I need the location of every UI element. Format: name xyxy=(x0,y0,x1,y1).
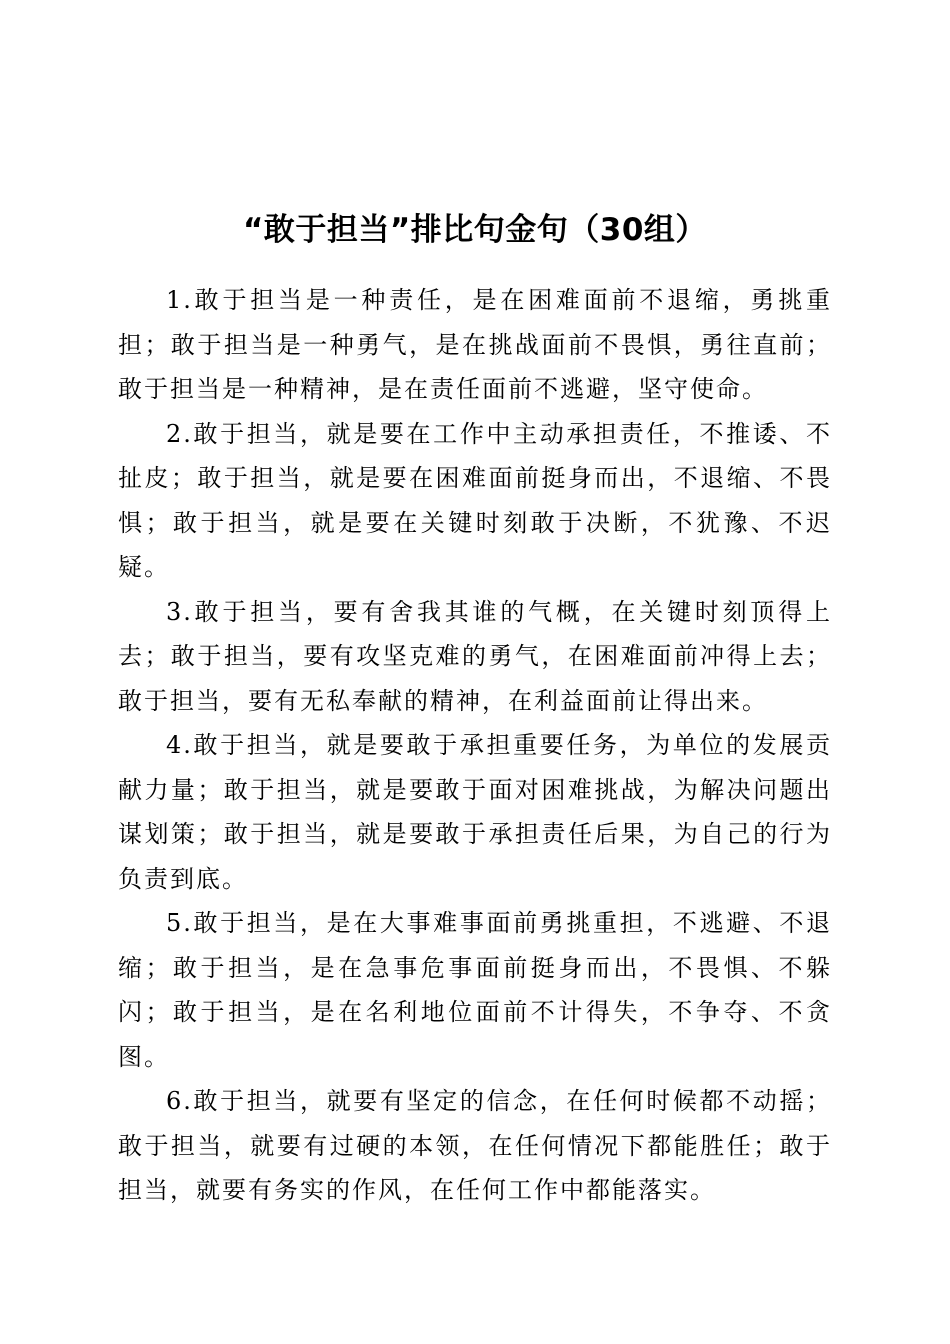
paragraph-3: 3.敢于担当，要有舍我其谁的气概，在关键时刻顶得上去；敢于担当，要有攻坚克难的勇气，在困难面前冲得上去；敢于担当，要有无私奉献的精神，在利益面前让得出来。 xyxy=(118,597,832,715)
paragraph-2: 2.敢于担当，就是要在工作中主动承担责任，不推诿、不扯皮；敢于担当，就是要在困难面前挺身而出，不退缩、不畏惧；敢于担当，就是要在关键时刻敢于决断，不犹豫、不迟疑。 xyxy=(118,419,832,581)
paragraph-6: 6.敢于担当，就要有坚定的信念，在任何时候都不动摇；敢于担当，就要有过硬的本领，在任何情况下都能胜任；敢于担当，就要有务实的作风，在任何工作中都能落实。 xyxy=(118,1087,832,1204)
document-body xyxy=(118,278,832,1213)
document-title: “敢于担当”排比句金句（30组） xyxy=(243,212,707,248)
paragraph-4: 4.敢于担当，就是要敢于承担重要任务，为单位的发展贡献力量；敢于担当，就是要敢于面对困难挑战，为解决问题出谋划策；敢于担当，就是要敢于承担责任后果，为自己的行为负责到底。 xyxy=(118,731,832,893)
paragraph-5: 5.敢于担当，是在大事难事面前勇挑重担，不逃避、不退缩；敢于担当，是在急事危事面前挺身而出，不畏惧、不躲闪；敢于担当，是在名利地位面前不计得失，不争夺、不贪图。 xyxy=(118,909,832,1071)
paragraph-1: 1.敢于担当是一种责任，是在困难面前不退缩，勇挑重担；敢于担当是一种勇气，是在挑战面前不畏惧，勇往直前；敢于担当是一种精神，是在责任面前不逃避，坚守使命。 xyxy=(118,286,832,403)
